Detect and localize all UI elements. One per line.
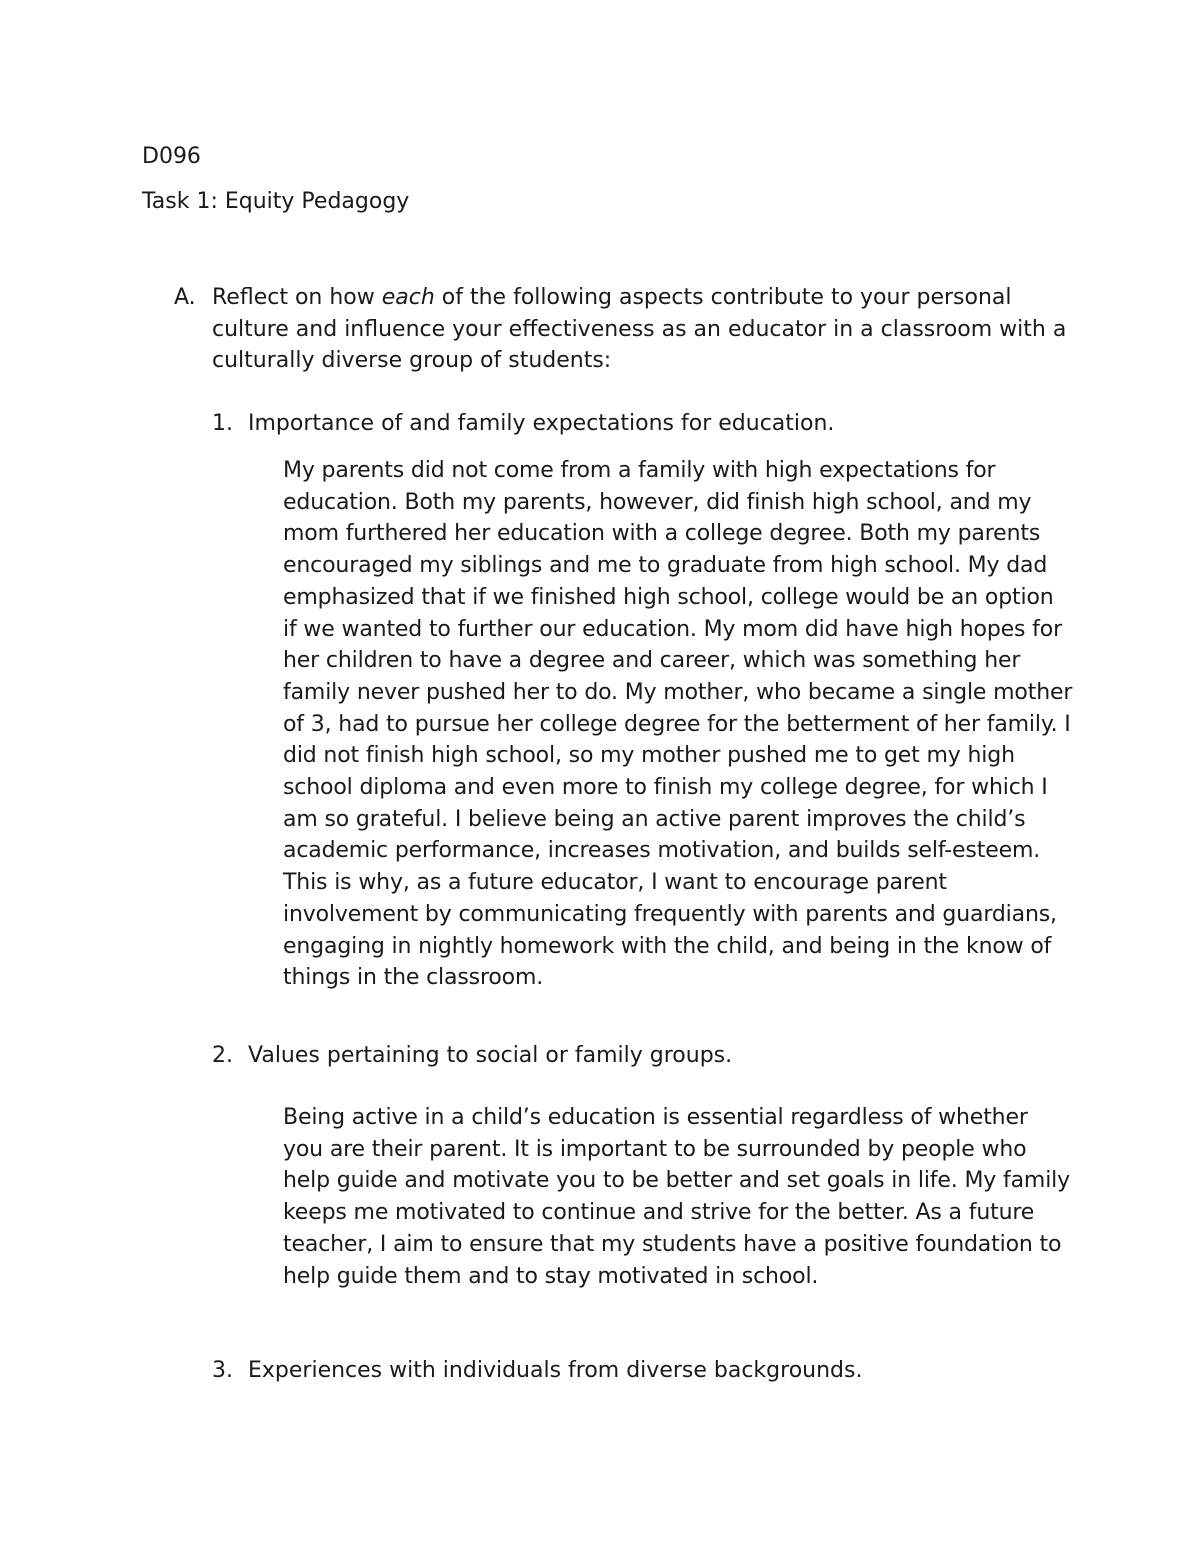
- item-number: 3.: [212, 1358, 233, 1383]
- answer-paragraph: Being active in a child’s education is essential regardless of whether you are their parent. It is important to be surrounded by people who help guide and motivate you to be better and set goals in life. My family keeps me motivated to continue and strive for the better. As a future teacher, I aim to ensure that my students have a positive foundation to help guide them and to stay motivated in school.: [283, 1105, 1071, 1289]
- course-code: D096: [142, 144, 201, 169]
- item-heading: Importance of and family expectations for education.: [248, 411, 835, 436]
- item-number: 1.: [212, 411, 233, 436]
- answer-paragraph: My parents did not come from a family with high expectations for education. Both my parents, however, did finish high school, and my mom furthered her education with a college degree. Both my parents encouraged my siblings and me to graduate from high school. My dad emphasized that if we finished high school, college would be an option if we wanted to further our education. My mom did have high hopes for her children to have a degree and career, which was something her family never pushed her to do. My mother, who became a single mother of 3, had to pursue her college degree for the betterment of her family. I did not finish high school, so my mother pushed me to get my high school diploma and even more to finish my college degree, for which I am so grateful. I believe being an active parent improves the child’s academic performance, increases motivation, and builds self-esteem. This is why, as a future educator, I want to encourage parent involvement by communicating frequently with parents and guardians, engaging in nightly homework with the child, and being in the know of things in the classroom.: [283, 458, 1073, 991]
- section-prompt-start: Reflect on how: [212, 285, 382, 310]
- task-title: Task 1: Equity Pedagogy: [142, 189, 410, 214]
- item-number: 2.: [212, 1043, 233, 1068]
- section-prompt-emphasis: each: [381, 285, 435, 310]
- section-prompt-end: of the following aspects contribute to your personal culture and influence your effectiveness as an educator in a classroom with a culturally diverse group of students:: [212, 285, 1067, 373]
- item-heading: Values pertaining to social or family groups.: [248, 1043, 733, 1068]
- section-marker: A.: [174, 285, 196, 310]
- section-prompt: [212, 282, 1072, 377]
- item-heading: Experiences with individuals from diverse backgrounds.: [248, 1358, 863, 1383]
